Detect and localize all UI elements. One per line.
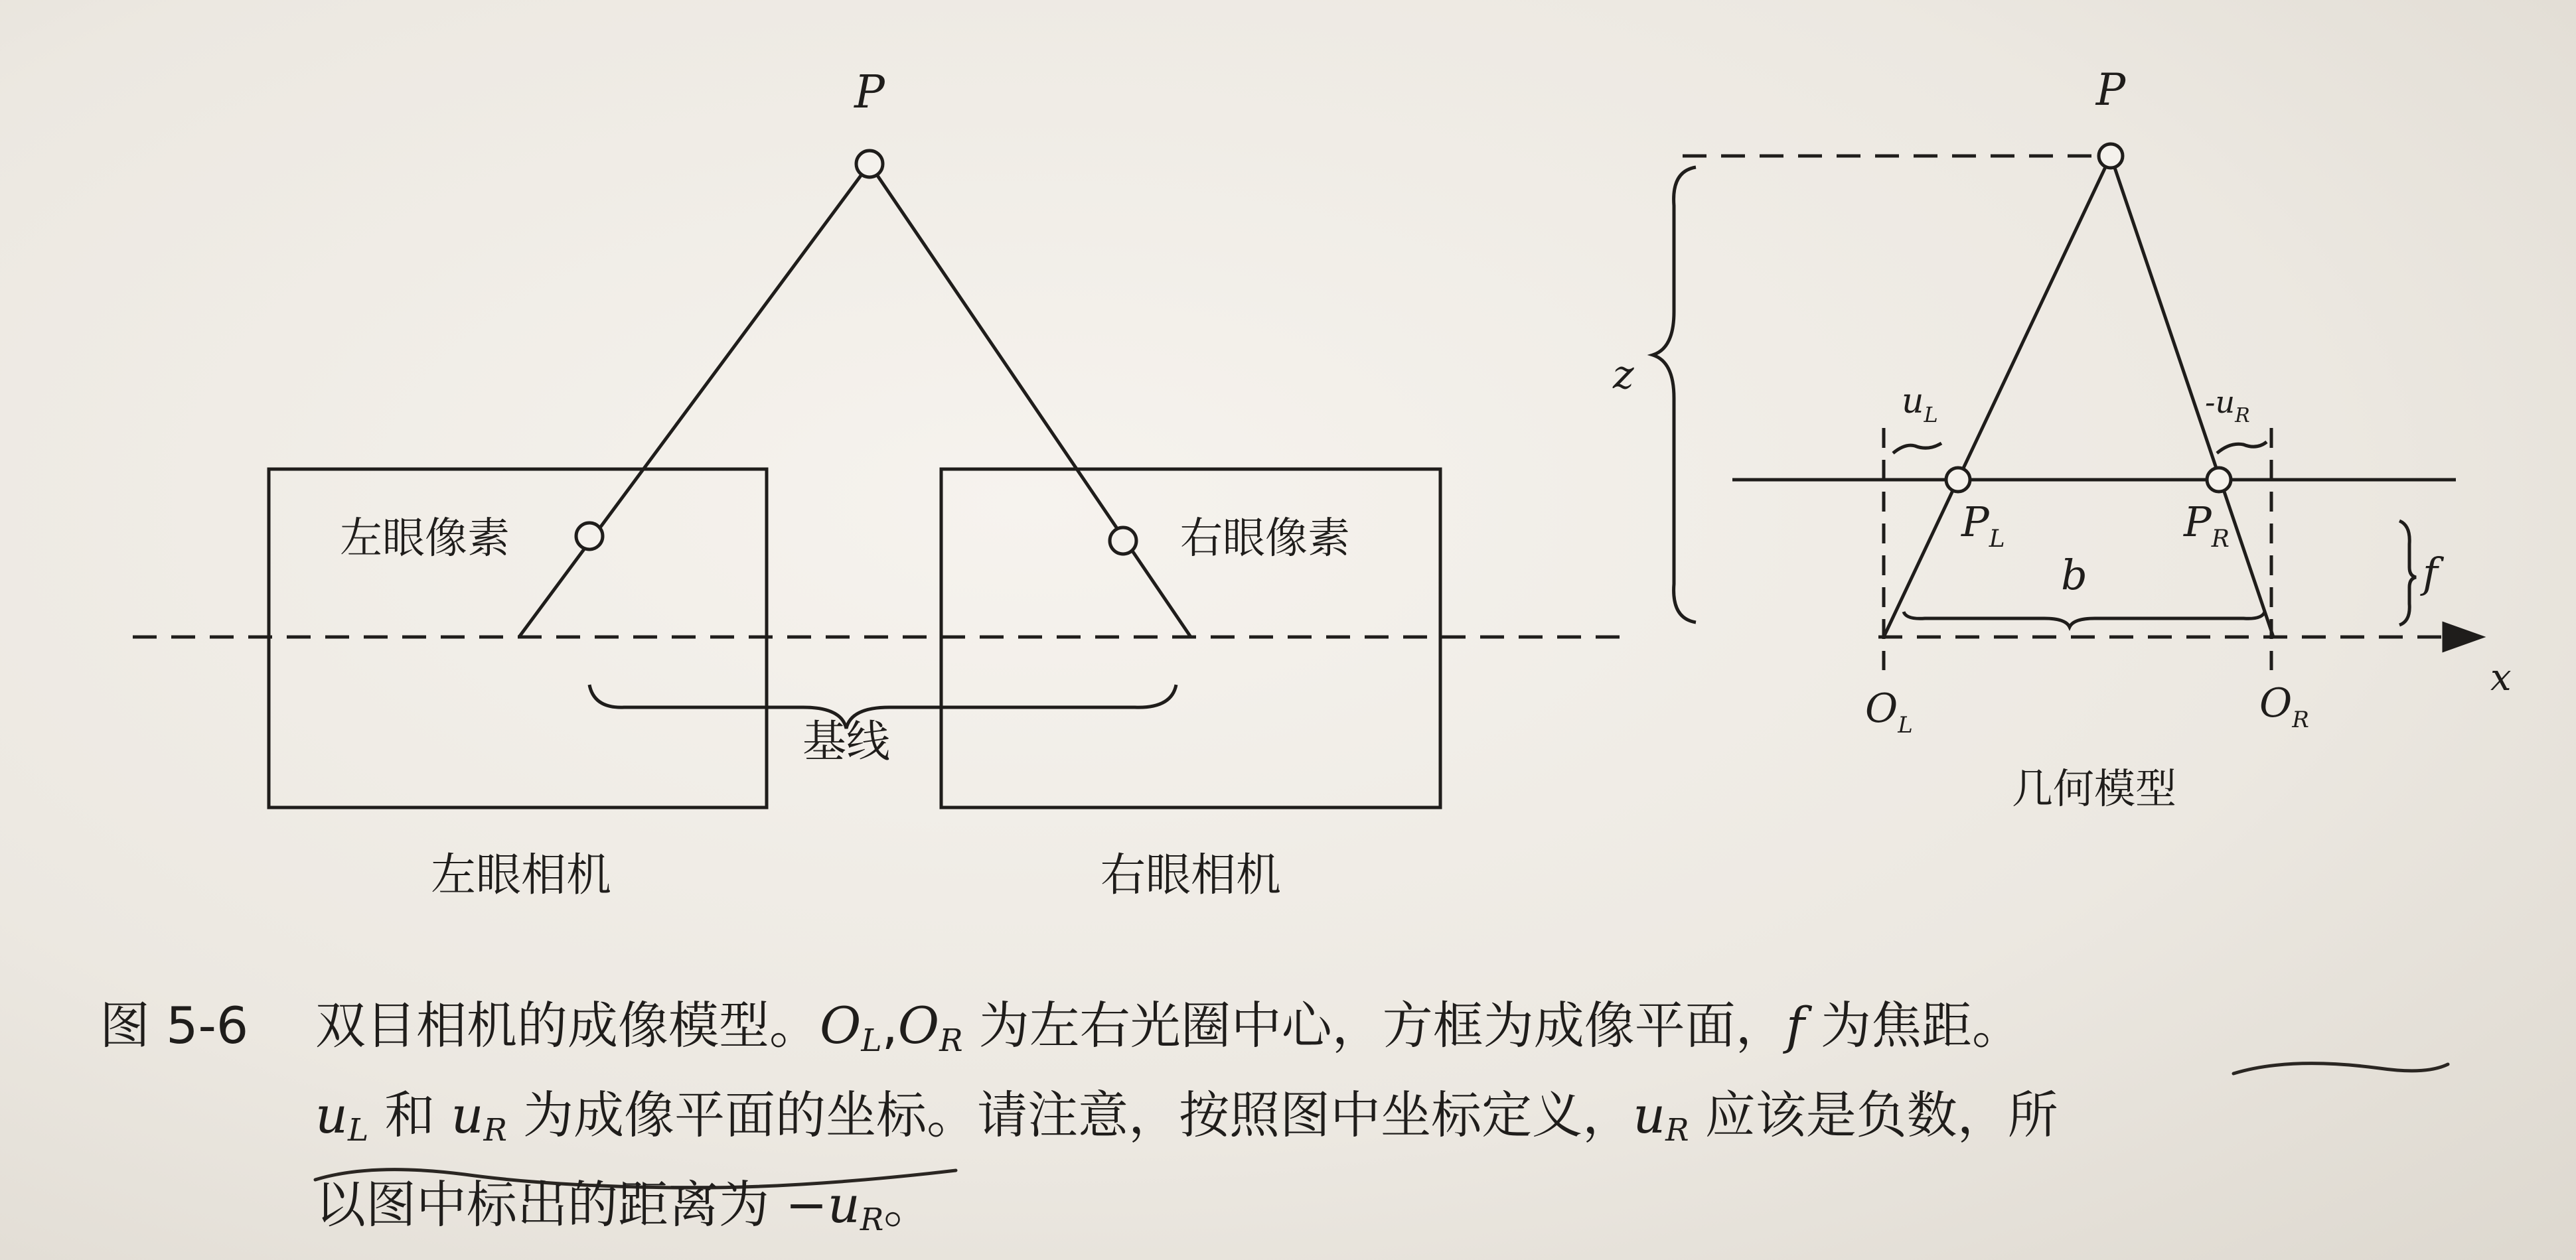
- left-ray-line: [519, 164, 870, 637]
- z-label: z: [1613, 352, 1634, 398]
- f-label: f: [2423, 549, 2438, 597]
- caption-line-1: 图 5-6 双目相机的成像模型。$O_L,O_R$ 为左右光圈中心，方框为成像平面，f 为焦距。: [100, 989, 2522, 1078]
- right-geometry-ray: [2111, 156, 2273, 637]
- caption-line-3: 以图中标出的距离为 $-u_R$。: [315, 1174, 935, 1238]
- pl-label: $P_L$: [1961, 498, 2005, 553]
- z-brace: [1653, 167, 1696, 622]
- figure-number: 图 5-6: [100, 996, 249, 1055]
- pr-marker: [2207, 468, 2231, 492]
- uL-label: $u_L$: [1902, 382, 1938, 427]
- left-pixel-marker: [576, 523, 603, 549]
- point-p-marker: [856, 151, 883, 177]
- f-brace: [2399, 521, 2416, 625]
- pr-label: $P_R$: [2184, 498, 2230, 553]
- or-label: $O_R$: [2259, 680, 2309, 733]
- baseline-label: 基线: [802, 716, 890, 767]
- uL-brace: [1893, 443, 1941, 453]
- figure-caption: [100, 989, 2522, 1257]
- uR-brace: [2217, 442, 2267, 453]
- geometry-model-title: 几何模型: [2011, 764, 2177, 813]
- b-brace: [1904, 612, 2265, 627]
- pl-marker: [1946, 468, 1970, 492]
- uR-label: $-u_R$: [2205, 384, 2250, 427]
- x-axis-arrowhead: [2444, 624, 2481, 650]
- right-ray-line: [870, 164, 1191, 637]
- caption-line-2: $u_L$ 和 $u_R$ 为成像平面的坐标。请注意，按照图中坐标定义，$u_R$ 应该是负数，所: [315, 1085, 2058, 1149]
- x-axis-label: x: [2490, 656, 2512, 699]
- geo-point-p-marker: [2099, 144, 2123, 168]
- right-pixel-marker: [1110, 527, 1136, 554]
- point-p-label: P: [854, 66, 885, 119]
- b-label: b: [2061, 551, 2087, 599]
- left-pixel-label: 左眼像素: [340, 514, 510, 563]
- left-camera-label: 左眼相机: [430, 849, 612, 902]
- ol-label: $O_L$: [1865, 685, 1913, 738]
- geo-point-p-label: P: [2095, 64, 2126, 115]
- right-pixel-label: 右眼像素: [1180, 514, 1350, 563]
- right-camera-label: 右眼相机: [1100, 849, 1282, 902]
